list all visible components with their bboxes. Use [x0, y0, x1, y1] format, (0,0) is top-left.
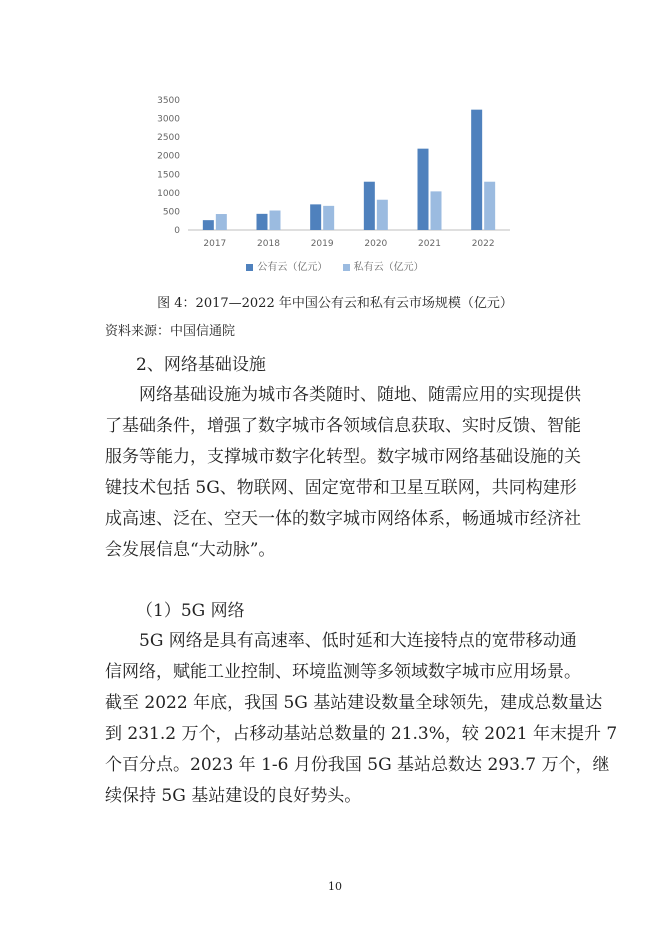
bar-public-2018: [257, 214, 268, 230]
y-tick-label: 3500: [157, 96, 180, 106]
bar-public-2017: [203, 220, 214, 230]
y-tick-label: 500: [162, 207, 180, 218]
x-tick-label: 2017: [203, 239, 227, 249]
bar-public-2022: [471, 110, 482, 230]
x-tick-label: 2021: [418, 239, 441, 249]
paragraph-line: 了基础条件，增强了数字城市各领域信息获取、实时反馈、智能: [105, 416, 581, 436]
paragraph-line: 个百分点。2023 年 1-6 月份我国 5G 基站总数达 293.7 万个，继: [105, 755, 610, 775]
legend-item-private: [343, 258, 424, 273]
paragraph-line: 成高速、泛在、空天一体的数字城市网络体系，畅通城市经济社: [105, 509, 581, 529]
x-tick-label: 2019: [310, 239, 334, 249]
y-tick-label: 2000: [157, 151, 180, 162]
paragraph-line: 到 231.2 万个，占移动基站总数量的 21.3%，较 2021 年末提升 7: [105, 724, 618, 744]
page-number: 10: [328, 880, 342, 893]
bar-chart-svg: [150, 88, 520, 258]
bar-private-2022: [484, 182, 495, 230]
paragraph-line: 截至 2022 年底，我国 5G 基站建设数量全球领先，建成总数量达: [105, 693, 603, 713]
x-tick-label: 2018: [257, 239, 280, 249]
paragraph-5g-network: [105, 626, 618, 812]
legend-item-public: [246, 258, 327, 273]
y-tick-label: 2500: [157, 133, 180, 144]
section-title: 2、网络基础设施: [136, 355, 266, 375]
legend-label-private: 私有云（亿元）: [353, 262, 424, 273]
subsection-title: （1）5G 网络: [136, 601, 245, 621]
x-tick-label: 2020: [364, 239, 388, 249]
bar-private-2018: [270, 211, 281, 231]
y-tick-label: 1500: [157, 170, 180, 181]
paragraph-network-infrastructure: [105, 380, 581, 566]
chart-legend: [0, 258, 670, 273]
figure-source: 资料来源：中国信通院: [105, 324, 236, 339]
market-size-chart: [150, 88, 520, 278]
bar-private-2017: [216, 214, 227, 230]
legend-label-public: 公有云（亿元）: [257, 262, 328, 273]
bar-private-2021: [431, 191, 442, 230]
bar-public-2019: [310, 204, 321, 230]
paragraph-line: 键技术包括 5G、物联网、固定宽带和卫星互联网，共同构建形: [105, 478, 577, 498]
paragraph-line: 服务等能力，支撑城市数字化转型。数字城市网络基础设施的关: [105, 447, 581, 467]
bar-private-2019: [323, 206, 334, 230]
paragraph-line: 5G 网络是具有高速率、低时延和大连接特点的宽带移动通: [139, 631, 577, 651]
y-tick-label: 1000: [157, 188, 180, 199]
y-tick-label: 3000: [157, 114, 180, 125]
paragraph-line: 网络基础设施为城市各类随时、随地、随需应用的实现提供: [139, 385, 581, 405]
paragraph-line: 会发展信息“大动脉”。: [105, 540, 276, 560]
bar-public-2021: [418, 149, 429, 230]
x-tick-label: 2022: [471, 239, 495, 249]
paragraph-line: 续保持 5G 基站建设的良好势头。: [105, 786, 362, 806]
paragraph-line: 信网络，赋能工业控制、环境监测等多领域数字城市应用场景。: [105, 662, 581, 682]
bar-public-2020: [364, 182, 375, 230]
y-tick-label: 0: [174, 226, 180, 236]
legend-swatch-public: [246, 264, 253, 271]
bar-private-2020: [377, 200, 388, 230]
figure-caption: 图 4：2017—2022 年中国公有云和私有云市场规模（亿元）: [157, 296, 513, 311]
legend-swatch-private: [343, 264, 350, 271]
